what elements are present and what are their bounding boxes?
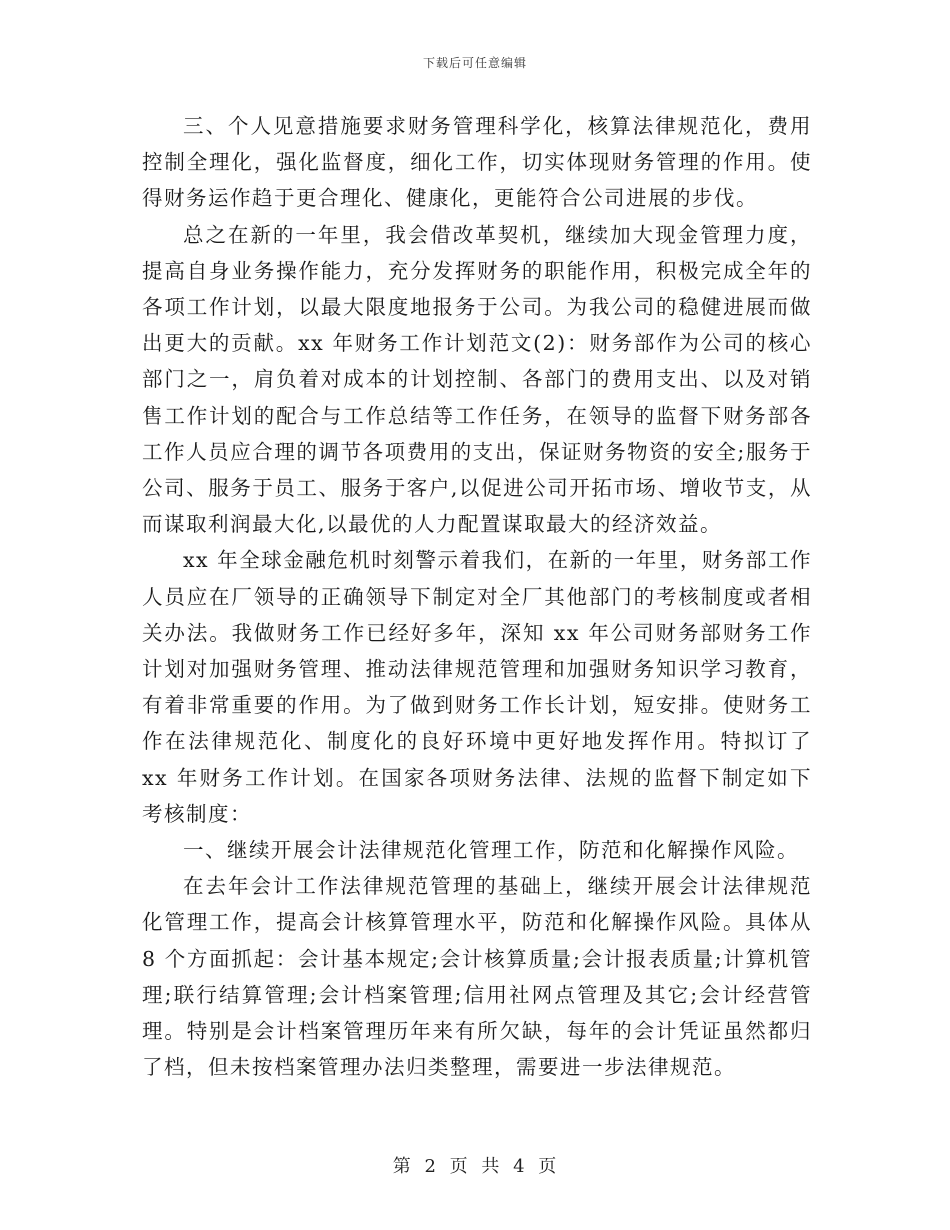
paragraph: 总之在新的一年里，我会借改革契机，继续加大现金管理力度，提高自身业务操作能力，充分发挥财务的职能作用，积极完成全年的各项工作计划，以最大限度地报务于公司。为我公司的稳健进展而做出更大的贡献。xx 年财务工作计划范文(2)：财务部作为公司的核心部门之一，肩负着对成本的计划控制、各部门的费用支出、以及对销售工作计划的配合与工作总结等工作任务，在领导的监督下财务部各工作人员应合理的调节各项费用的支出，保证财务物资的安全;服务于公司、服务于员工、服务于客户,以促进公司开拓市场、增收节支，从而谋取利润最大化,以最优的人力配置谋取最大的经济效益。 <box>142 222 812 537</box>
paragraph: 三、个人见意措施要求财务管理科学化，核算法律规范化，费用控制全理化，强化监督度，细化工作，切实体现财务管理的作用。使得财务运作趋于更合理化、健康化，更能符合公司进展的步伐。 <box>142 114 812 211</box>
paragraph: 一、继续开展会计法律规范化管理工作，防范和化解操作风险。 <box>183 838 799 863</box>
page-header: 下载后可任意编辑 <box>422 56 527 70</box>
page-number-footer: 第 2 页 共 4 页 <box>392 1156 558 1177</box>
paragraph: xx 年全球金融危机时刻警示着我们，在新的一年里，财务部工作人员应在厂领导的正确领导下制定对全厂其他部门的考核制度或者相关办法。我做财务工作已经好多年，深知 xx 年公司财务部财务工作计划对加强财务管理、推动法律规范管理和加强财务知识学习教育，有着非常重要的作用。为了做到财务工作长计划，短安排。使财务工作在法律规范化、制度化的良好环境中更好地发挥作用。特拟订了 xx 年财务工作计划。在国家各项财务法律、法规的监督下制定如下考核制度： <box>142 548 812 826</box>
document-body <box>142 108 812 1085</box>
paragraph: 在去年会计工作法律规范管理的基础上，继续开展会计法律规范化管理工作，提高会计核算管理水平，防范和化解操作风险。具体从 8 个方面抓起：会计基本规定;会计核算质量;会计报表质量;计算机管理;联行结算管理;会计档案管理;信用社网点管理及其它;会计经营管理。特别是会计档案管理历年来有所欠缺，每年的会计凭证虽然都归了档，但未按档案管理办法归类整理，需要进一步法律规范。 <box>142 874 812 1080</box>
